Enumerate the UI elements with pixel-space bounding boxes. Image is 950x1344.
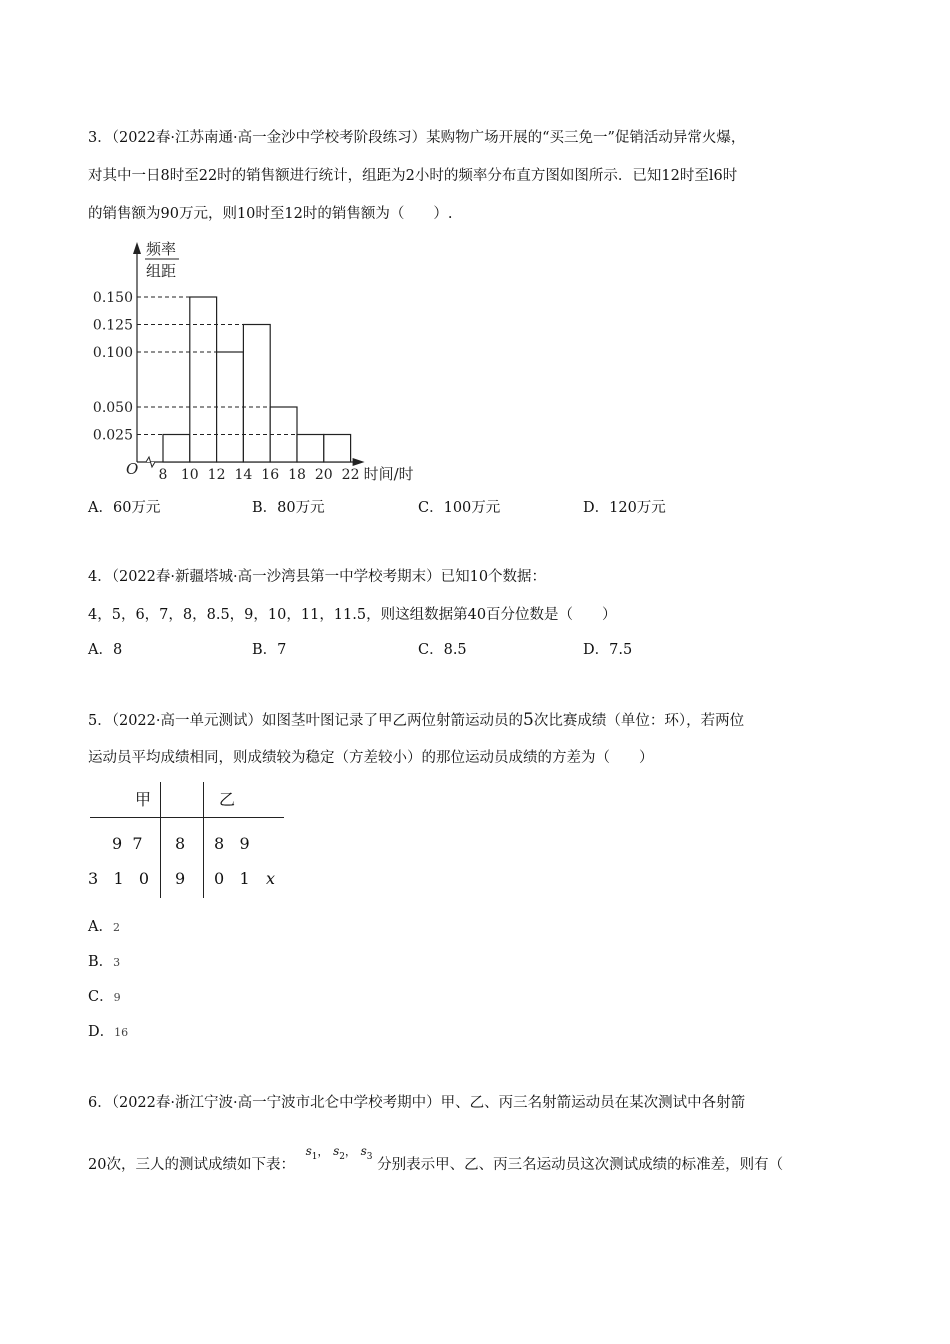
- q3-number: 3．: [88, 130, 112, 146]
- sd-symbol-1-sub: 1: [311, 1152, 318, 1162]
- stem-leaf-left-leaves-row-1: 9 7: [112, 834, 143, 853]
- y-tick-label: 0.050: [92, 400, 133, 416]
- stem-leaf-right-leaves-row-1: 8 9: [214, 834, 250, 853]
- stem-leaf-stem-row-2: 9: [175, 869, 186, 888]
- x-axis-label: 时间/时: [363, 465, 414, 482]
- y-tick-label: 0.125: [92, 317, 133, 334]
- q5-option-b-value: 3: [113, 956, 121, 969]
- stem-leaf-right-rule: [203, 782, 204, 898]
- histogram-bar: [324, 435, 351, 463]
- stem-leaf-stem-row-1: 8: [175, 834, 186, 853]
- q5-text-1b: 次比赛成绩（单位：环），若两位: [533, 713, 745, 729]
- x-axis-break: [146, 457, 159, 467]
- y-tick-label: 0.100: [92, 345, 133, 361]
- q5-option-d[interactable]: [88, 1022, 128, 1043]
- stem-leaf-right-leaves-row-2: 0 1: [214, 869, 250, 888]
- q6-line-1: [88, 1093, 745, 1113]
- y-tick-label: 0.025: [92, 427, 133, 444]
- x-tick-label: 14: [234, 467, 253, 482]
- histogram-bar: [243, 325, 270, 463]
- histogram-bar: [297, 435, 324, 463]
- q5-option-b[interactable]: [88, 952, 120, 973]
- y-tick-label: 0.150: [92, 290, 133, 306]
- q3-line-2: 对其中一日8时至22时的销售额进行统计，组距为2小时的频率分布直方图如图所示．已知12时至l6时: [88, 168, 738, 184]
- sd-sep-2: ，: [344, 1145, 356, 1158]
- frequency-histogram: [80, 232, 440, 482]
- q4-line-2: 4，5，6，7，8，8.5，9，10，11，11.5，则这组数据第40百分位数是（ ）: [88, 607, 617, 623]
- q3-line-3: 的销售额为90万元，则10时至12时的销售额为（ ）.: [88, 206, 453, 222]
- q5-number: 5．: [88, 713, 112, 729]
- sd-symbol-1-var: s: [305, 1144, 312, 1158]
- q3-option-c[interactable]: C．100万元: [418, 500, 501, 516]
- q4-line-1: [88, 567, 546, 587]
- x-tick-label: 8: [158, 467, 168, 482]
- q3-line-1: [88, 128, 745, 148]
- q3-option-d[interactable]: D．120万元: [583, 500, 666, 516]
- q4-option-d[interactable]: D．7.5: [583, 642, 633, 658]
- stem-leaf-left-rule: [160, 782, 161, 898]
- q3-option-b[interactable]: B．80万元: [252, 500, 325, 516]
- x-tick-label: 22: [341, 467, 360, 482]
- q6-text-2b: 分别表示甲、乙、丙三名运动员这次测试成绩的标准差，则有（: [377, 1157, 784, 1173]
- q5-option-c-value: 9: [113, 991, 121, 1004]
- x-tick-label: 18: [288, 467, 306, 482]
- ylabel-bottom: 组距: [146, 262, 177, 280]
- stem-leaf-unknown-x: x: [266, 869, 276, 888]
- q3-option-a[interactable]: A．60万元: [88, 500, 161, 516]
- stem-leaf-header-right: 乙: [219, 790, 236, 809]
- q6-line-2: [88, 1144, 784, 1177]
- q4-text-1: （2022春·新疆塔城·高一沙湾县第一中学校考期末）已知10个数据：: [111, 569, 547, 585]
- sd-symbols: [305, 1143, 378, 1162]
- y-axis-arrow: [133, 242, 141, 254]
- q5-option-d-value: 16: [114, 1026, 129, 1039]
- sd-symbol-3-sub: 3: [366, 1152, 373, 1162]
- q6-number: 6．: [88, 1095, 112, 1111]
- q5-option-b-label: B．: [88, 954, 114, 970]
- q5-option-c-label: C．: [88, 989, 114, 1005]
- q6-text-2a: 20次，三人的测试成绩如下表：: [88, 1157, 295, 1173]
- x-tick-label: 12: [207, 467, 226, 482]
- q5-count: 5: [523, 710, 534, 730]
- q5-option-a-label: A．: [88, 919, 113, 935]
- q4-option-a[interactable]: A．8: [88, 642, 123, 658]
- stem-leaf-plot: [88, 782, 288, 900]
- stem-leaf-left-leaves-row-2: 3 1 0: [88, 869, 150, 888]
- x-tick-label: 20: [314, 467, 333, 482]
- q5-line-1: [88, 710, 744, 731]
- sd-symbol-2-var: s: [333, 1144, 340, 1158]
- ylabel-top: 频率: [146, 240, 177, 258]
- histogram-bar: [163, 435, 190, 463]
- q5-option-d-label: D．: [88, 1024, 115, 1040]
- x-tick-label: 16: [261, 467, 280, 482]
- q5-option-a-value: 2: [112, 921, 120, 934]
- q4-option-c[interactable]: C．8.5: [418, 642, 467, 658]
- q3-text-1: （2022春·江苏南通·高一金沙中学校考阶段练习）某购物广场开展的“买三免一”促销活动异常火爆，: [111, 130, 746, 146]
- q5-option-c[interactable]: [88, 987, 121, 1008]
- q6-text-1: （2022春·浙江宁波·高一宁波市北仑中学校考期中）甲、乙、丙三名射箭运动员在某次测试中各射箭: [111, 1095, 746, 1111]
- q5-line-2: 运动员平均成绩相同，则成绩较为稳定（方差较小）的那位运动员成绩的方差为（ ）: [88, 750, 654, 766]
- stem-leaf-divider: [90, 817, 284, 818]
- q4-number: 4．: [88, 569, 112, 585]
- q5-text-1a: （2022·高一单元测试）如图茎叶图记录了甲乙两位射箭运动员的: [111, 713, 523, 729]
- sd-symbol-3-var: s: [360, 1144, 367, 1158]
- x-tick-label: 10: [180, 467, 199, 482]
- origin-label: O: [126, 460, 139, 478]
- sd-sep-1: ，: [317, 1145, 329, 1158]
- q4-option-b[interactable]: B．7: [252, 642, 287, 658]
- q5-option-a[interactable]: [88, 917, 120, 938]
- histogram-bar: [190, 297, 217, 462]
- sd-symbol-2-sub: 2: [339, 1152, 345, 1162]
- stem-leaf-header-left: 甲: [135, 790, 152, 809]
